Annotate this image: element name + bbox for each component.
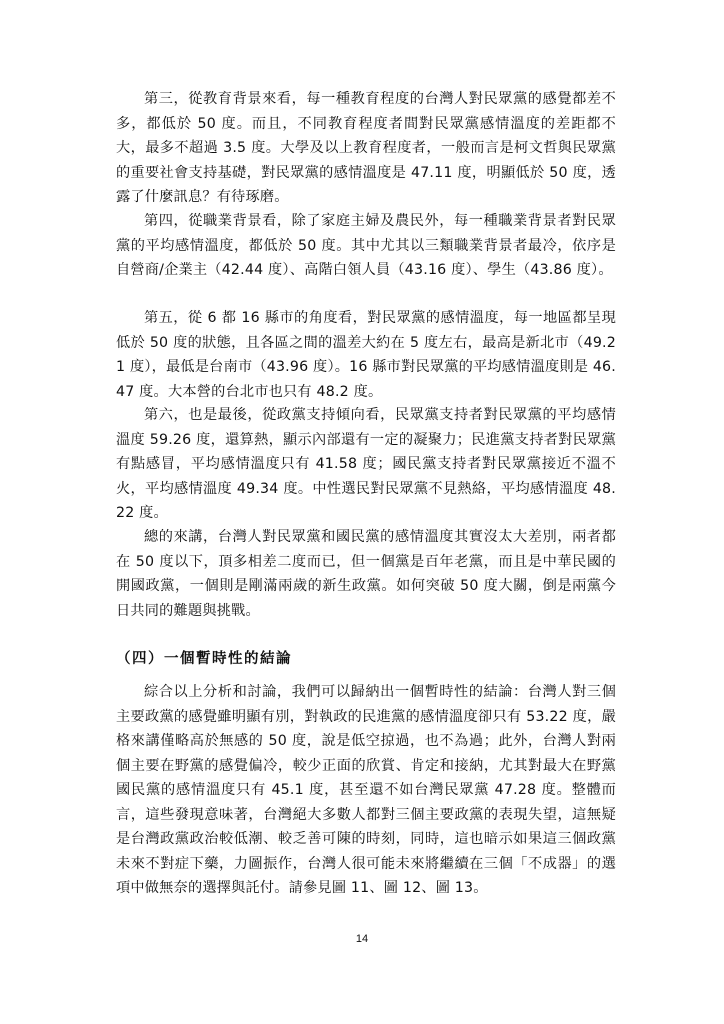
paragraph-conclusion: 綜合以上分析和討論，我們可以歸納出一個暫時性的結論：台灣人對三個主要政黨的感覺雖明顯有別，對執政的民進黨的感情溫度卻只有 53.22 度，嚴格來講僅略高於無感的 50 度，說是低空掠過，也不為過；此外，台灣人對兩個主要在野黨的感覺偏冷，較少正面的欣賞、肯定和接納，尤其對最大在野黨國民黨的感情溫度只有 45.1 度，甚至還不如台灣民眾黨 47.28 度。整體而言，這些發現意味著，台灣絕大多數人都對三個主要政黨的表現失望，這無疑是台灣政黨政治較低潮、較乏善可陳的時刻，同時，這也暗示如果這三個政黨未來不對症下藥，力圖振作，台灣人很可能未來將繼續在三個「不成器」的選項中做無奈的選擇與託付。請參見圖 11、圖 12、圖 13。 <box>116 684 616 896</box>
paragraph-education: 第三，從教育背景來看，每一種教育程度的台灣人對民眾黨的感覺都差不多，都低於 50 度。而且，不同教育程度者間對民眾黨感情溫度的差距都不大，最多不超過 3.5 度。大學及以上教育程度者，一般而言是柯文哲與民眾黨的重要社會支持基礎，對民眾黨的感情溫度是 47.11 度，明顯低於 50 度，透露了什麼訊息？有待琢磨。 <box>116 91 616 205</box>
paragraph-region: 第五，從 6 都 16 縣市的角度看，對民眾黨的感情溫度，每一地區都呈現低於 50 度的狀態，且各區之間的溫差大約在 5 度左右，最高是新北市（49.21 度），最低是台南市（43.96 度）。16 縣市對民眾黨的平均感情溫度則是 46.47 度。大本營的台北市也只有 48.2 度。 <box>116 310 616 400</box>
section-heading: （四）一個暫時性的結論 <box>116 651 292 667</box>
paragraph-occupation: 第四，從職業背景看，除了家庭主婦及農民外，每一種職業背景者對民眾黨的平均感情溫度，都低於 50 度。其中尤其以三類職業背景者最冷，依序是自營商/企業主（42.44 度）、高階白領人員（43.16 度）、學生（43.86 度）。 <box>116 213 616 278</box>
paragraph-summary: 總的來講，台灣人對民眾黨和國民黨的感情溫度其實沒太大差別，兩者都在 50 度以下，頂多相差二度而已，但一個黨是百年老黨，而且是中華民國的開國政黨，一個則是剛滿兩歲的新生政黨。如何突破 50 度大關，倒是兩黨今日共同的難題與挑戰。 <box>116 529 616 619</box>
paragraph-party-support: 第六，也是最後，從政黨支持傾向看，民眾黨支持者對民眾黨的平均感情溫度 59.26 度，還算熱，顯示內部還有一定的凝聚力；民進黨支持者對民眾黨有點感冒，平均感情溫度只有 41.58 度；國民黨支持者對民眾黨接近不溫不火，平均感情溫度 49.34 度。中性選民對民眾黨不見熱絡，平均感情溫度 48.22 度。 <box>116 407 616 521</box>
page-number: 14 <box>355 933 369 945</box>
